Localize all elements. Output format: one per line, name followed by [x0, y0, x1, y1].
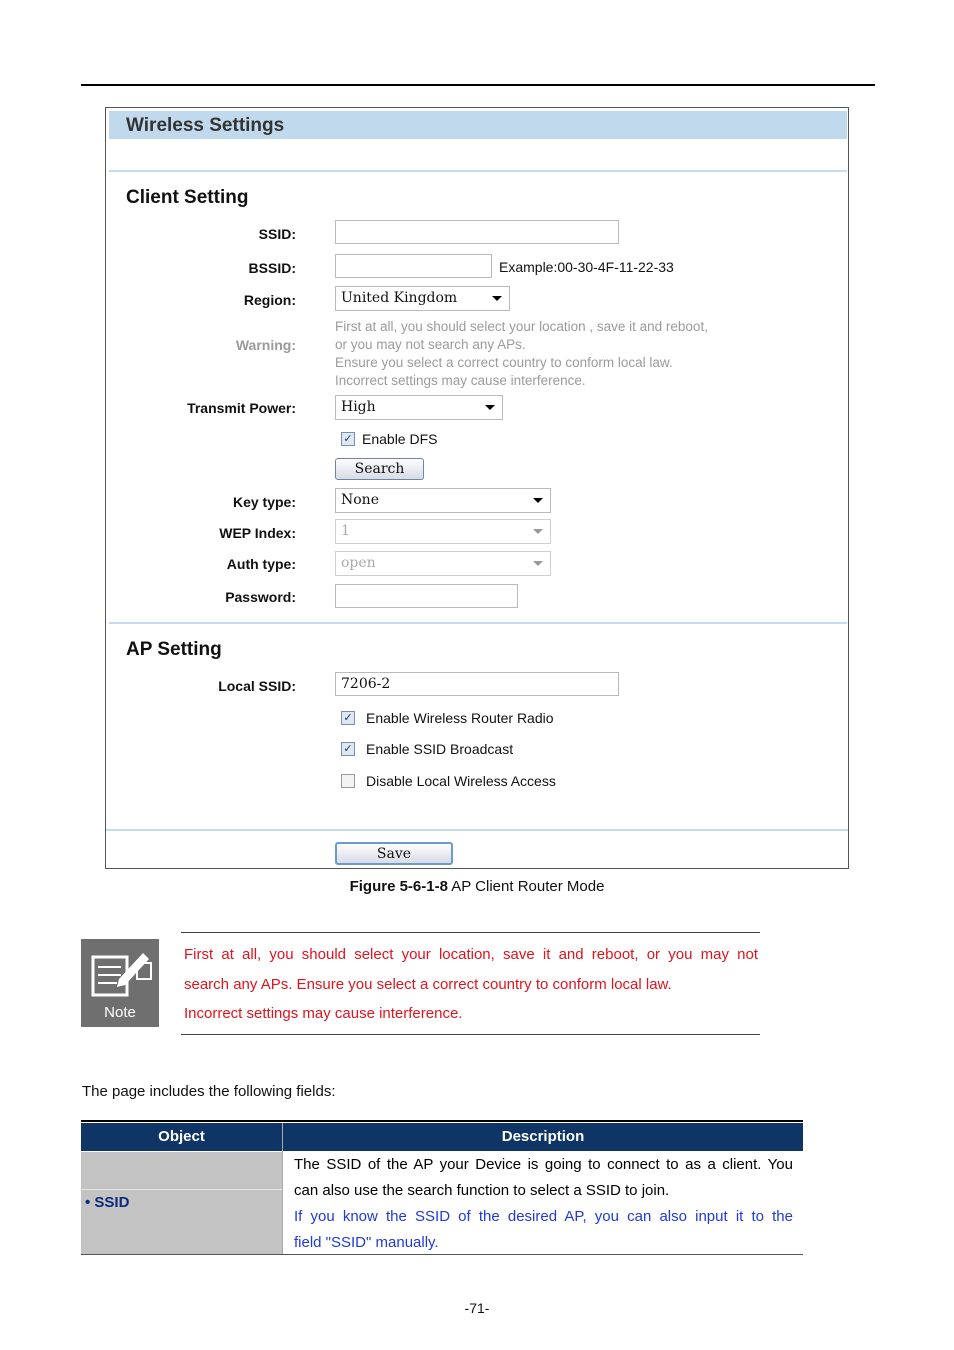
- enable-radio-checkbox[interactable]: ✓: [341, 711, 355, 725]
- table-header-description: Description: [283, 1123, 803, 1151]
- enable-dfs-checkbox[interactable]: ✓: [341, 432, 355, 446]
- section-divider: [106, 829, 848, 831]
- save-button[interactable]: Save: [335, 842, 453, 865]
- region-select[interactable]: [335, 286, 510, 311]
- chevron-down-icon: [533, 561, 543, 566]
- figure-title: AP Client Router Mode: [447, 878, 605, 895]
- warning-line: First at all, you should select your location , save it and reboot,: [335, 319, 708, 334]
- key-type-label: Key type:: [232, 494, 296, 510]
- description-line: The SSID of the AP your Device is going to connect to as a client. You: [294, 1156, 793, 1173]
- chevron-down-icon: [533, 529, 543, 534]
- object-ssid: • SSID: [85, 1194, 130, 1211]
- note-bottom-rule: [181, 1034, 760, 1035]
- note-text: [184, 940, 758, 1029]
- intro-text: The page includes the following fields:: [82, 1083, 336, 1100]
- auth-type-select[interactable]: [335, 551, 551, 576]
- note-icon-label: Note: [104, 1004, 136, 1021]
- transmit-power-label: Transmit Power:: [187, 400, 296, 416]
- enable-dfs-label: Enable DFS: [362, 431, 438, 447]
- key-type-value: None: [341, 492, 379, 508]
- password-label: Password:: [225, 589, 296, 605]
- ssid-label: SSID:: [258, 226, 296, 242]
- table-bottom-rule: [81, 1254, 803, 1255]
- search-button[interactable]: Search: [335, 458, 424, 480]
- enable-radio-label: Enable Wireless Router Radio: [366, 710, 554, 726]
- key-type-select[interactable]: [335, 488, 551, 513]
- section-divider: [109, 622, 847, 624]
- client-setting-heading: Client Setting: [126, 187, 249, 208]
- figure-caption: [0, 878, 954, 895]
- chevron-down-icon: [533, 498, 543, 503]
- bssid-example: Example:00-30-4F-11-22-33: [499, 259, 674, 275]
- warning-line: Ensure you select a correct country to conform local law.: [335, 355, 673, 370]
- warning-text: [335, 318, 708, 390]
- warning-label: Warning:: [235, 337, 296, 353]
- password-input[interactable]: [335, 584, 518, 608]
- description-note-line: If you know the SSID of the desired AP, you can also input it to the: [294, 1208, 793, 1225]
- disable-local-wireless-checkbox[interactable]: [341, 774, 355, 788]
- screenshot-title-bar: [109, 111, 847, 139]
- chevron-down-icon: [492, 296, 502, 301]
- note-line-text: Incorrect settings may cause interference.: [184, 1005, 463, 1022]
- description-cell: [294, 1152, 793, 1256]
- disable-local-wireless-label: Disable Local Wireless Access: [366, 773, 556, 789]
- warning-line: or you may not search any APs.: [335, 337, 526, 352]
- wep-index-label: WEP Index:: [219, 525, 296, 541]
- table-top-rule: [81, 1120, 803, 1122]
- figure-number: Figure 5-6-1-8: [349, 878, 448, 895]
- header-rule: [81, 84, 875, 86]
- region-value: United Kingdom: [341, 290, 458, 306]
- screenshot-title: Wireless Settings: [126, 115, 285, 136]
- transmit-power-select[interactable]: [335, 395, 503, 420]
- bssid-input[interactable]: [335, 254, 492, 278]
- enable-ssid-broadcast-checkbox[interactable]: ✓: [341, 742, 355, 756]
- note-top-rule: [181, 932, 760, 933]
- wep-index-value: 1: [341, 523, 350, 539]
- bssid-label: BSSID:: [248, 260, 296, 276]
- enable-ssid-broadcast-label: Enable SSID Broadcast: [366, 741, 514, 757]
- ssid-input[interactable]: [335, 220, 619, 244]
- local-ssid-input[interactable]: [335, 672, 619, 696]
- warning-line: Incorrect settings may cause interference.: [335, 373, 586, 388]
- page-number: -71-: [464, 1300, 490, 1316]
- region-label: Region:: [243, 292, 296, 308]
- local-ssid-value: 7206-2: [341, 676, 391, 692]
- auth-type-label: Auth type:: [226, 556, 296, 572]
- local-ssid-label: Local SSID:: [218, 678, 296, 694]
- note-icon: [81, 939, 159, 1027]
- wireless-settings-screenshot: [105, 107, 849, 869]
- wep-index-select[interactable]: [335, 519, 551, 544]
- cell-divider: [81, 1189, 282, 1190]
- ap-setting-heading: AP Setting: [126, 639, 222, 660]
- auth-type-value: open: [341, 555, 376, 571]
- note-pencil-icon: [81, 939, 159, 1009]
- column-divider: [282, 1123, 283, 1255]
- chevron-down-icon: [485, 405, 495, 410]
- note-line-text: First at all, you should select your location, save it and reboot, or you may not: [184, 946, 758, 963]
- object-cell: [81, 1152, 282, 1254]
- transmit-power-value: High: [341, 399, 376, 415]
- description-line: can also use the search function to select a SSID to join.: [294, 1182, 670, 1199]
- note-line-text: search any APs. Ensure you select a correct country to conform local law.: [184, 975, 672, 993]
- section-divider: [109, 170, 847, 172]
- table-header-object: Object: [81, 1123, 282, 1151]
- description-note-line: field "SSID" manually.: [294, 1234, 439, 1251]
